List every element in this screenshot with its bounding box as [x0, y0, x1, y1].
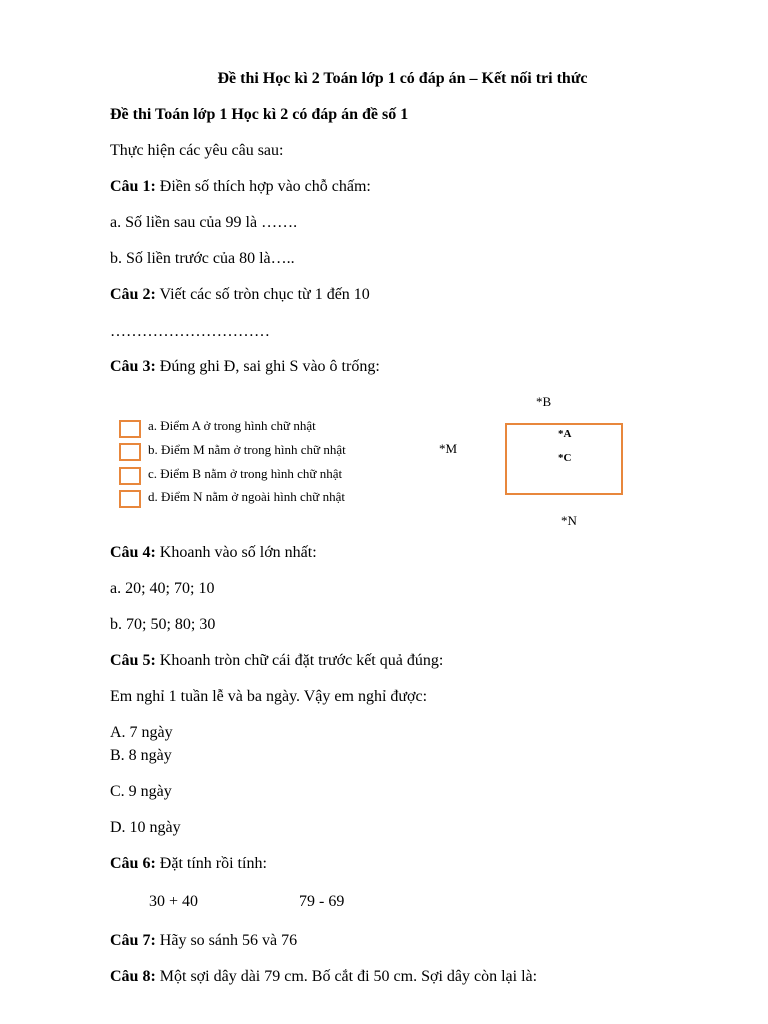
answer-c: C. 9 ngày	[110, 783, 172, 800]
point-n: *N	[561, 513, 577, 528]
question-2-answer-line: …………………………	[110, 323, 270, 340]
option-d: d. Điểm N nằm ở ngoài hình chữ nhật	[148, 489, 345, 504]
expression-2: 79 - 69	[299, 893, 345, 910]
question-8-text: Một sợi dây dài 79 cm. Bố cắt đi 50 cm. Sợi dây còn lại là:	[155, 968, 538, 985]
answer-box-c[interactable]	[119, 467, 141, 485]
question-1-text: Điền số thích hợp vào chỗ chấm:	[155, 178, 371, 195]
question-7-label: Câu 7:	[110, 932, 156, 949]
answer-a: A. 7 ngày	[110, 724, 173, 741]
point-c: *C	[558, 452, 572, 464]
question-5-text: Khoanh tròn chữ cái đặt trước kết quả đúng:	[155, 652, 444, 669]
question-6-label: Câu 6:	[110, 855, 156, 872]
question-5-prompt: Em nghỉ 1 tuần lễ và ba ngày. Vậy em nghỉ được:	[110, 688, 428, 705]
question-1a: a. Số liền sau của 99 là …….	[110, 214, 298, 231]
question-6-text: Đặt tính rồi tính:	[155, 855, 267, 872]
question-5	[110, 651, 443, 671]
question-4	[110, 543, 317, 563]
question-3-label: Câu 3:	[110, 358, 156, 375]
question-8-label: Câu 8:	[110, 968, 156, 985]
answer-box-d[interactable]	[119, 490, 141, 508]
option-c: c. Điểm B nằm ở trong hình chữ nhật	[148, 466, 343, 481]
question-2-label: Câu 2:	[110, 286, 156, 303]
answer-box-a[interactable]	[119, 420, 141, 438]
question-4-label: Câu 4:	[110, 544, 156, 561]
expression-1: 30 + 40	[149, 893, 199, 910]
document-title: Đề thi Học kì 2 Toán lớp 1 có đáp án – Kết nối tri thức	[217, 70, 588, 87]
answer-b: B. 8 ngày	[110, 747, 172, 764]
point-a: *A	[558, 428, 572, 440]
question-4b: b. 70; 50; 80; 30	[110, 616, 216, 633]
question-8	[110, 967, 537, 987]
question-1-label: Câu 1:	[110, 178, 156, 195]
point-m: *M	[439, 441, 458, 456]
point-b: *B	[536, 394, 552, 409]
question-2-text: Viết các số tròn chục từ 1 đến 10	[155, 286, 370, 303]
question-1b: b. Số liền trước của 80 là…..	[110, 250, 295, 267]
question-3-text: Đúng ghi Đ, sai ghi S vào ô trống:	[155, 358, 380, 375]
question-2	[110, 285, 370, 305]
answer-d: D. 10 ngày	[110, 819, 181, 836]
question-4-text: Khoanh vào số lớn nhất:	[155, 544, 317, 561]
instructions: Thực hiện các yêu câu sau:	[110, 142, 284, 159]
answer-box-b[interactable]	[119, 443, 141, 461]
option-b: b. Điểm M nằm ở trong hình chữ nhật	[148, 442, 346, 457]
question-7-text: Hãy so sánh 56 và 76	[155, 932, 298, 949]
question-1	[110, 177, 371, 197]
option-a: a. Điểm A ở trong hình chữ nhật	[148, 418, 316, 433]
question-5-label: Câu 5:	[110, 652, 156, 669]
exam-subtitle: Đề thi Toán lớp 1 Học kì 2 có đáp án đề số 1	[110, 106, 409, 123]
question-3	[110, 357, 380, 377]
question-7	[110, 931, 297, 951]
question-4a: a. 20; 40; 70; 10	[110, 580, 215, 597]
question-6	[110, 854, 267, 874]
